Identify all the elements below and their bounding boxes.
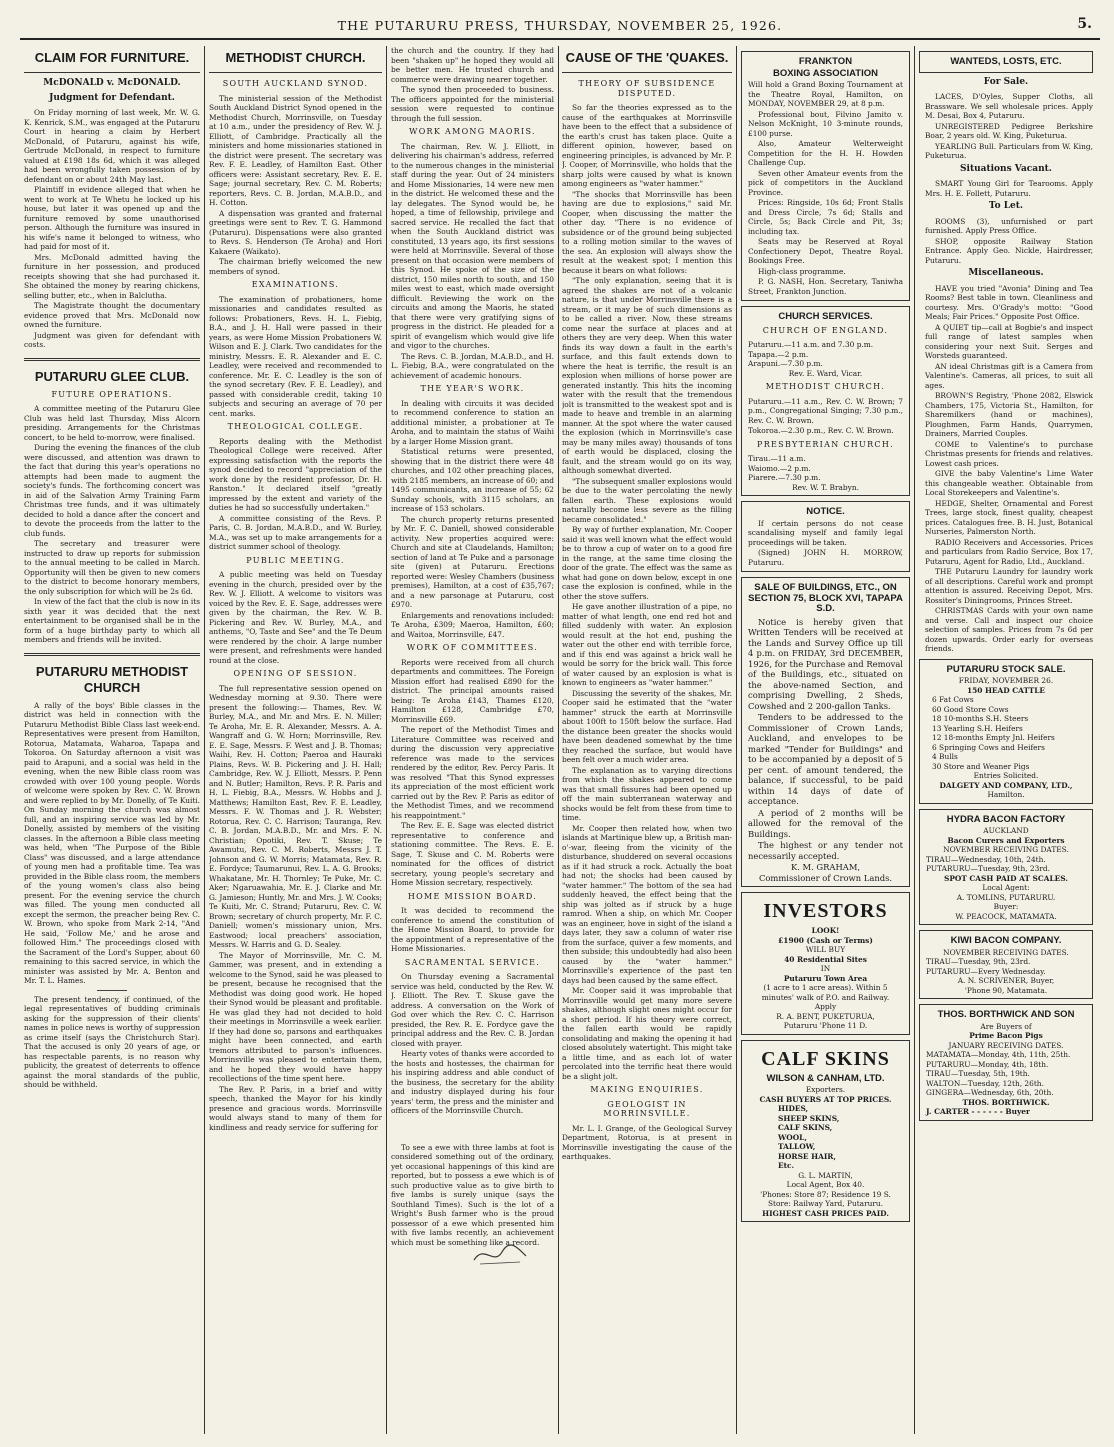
headline-methodist: PUTARURU METHODIST CHURCH — [35, 663, 189, 695]
ad-title: THOS. BORTHWICK AND SON — [937, 1009, 1075, 1020]
paragraph: The synod then proceeded to business. The officers appointed for the ministerial session were requested to continue through the full session. — [391, 85, 554, 123]
service-line: Tapapa.—2 p.m. — [748, 349, 809, 359]
subhead: SOUTH AUCKLAND SYNOD. — [222, 79, 369, 88]
paragraph: The chairman, Rev. W. J. Elliott, in delivering his chairman's address, referred to the numerous changes in the ministerial staff during the year. Out of 24 ministers and Home Missionaries, 14 were new men in the district. He welcomed these and the lay delegates. The Synod would be, he hoped, a time of fellowship, privilege and sacred service. He recalled the fact that when the South Auckland district was constituted, 13 years ago, its first sessions were held at Morrinsville. Several of those present on that occasion were members of this Synod. He spoke of the size of the district, 150 miles north to south, and 150 miles west to east, which made oversight difficult. Reviewing the work on the circuits and among the Maoris, he stated that there were very gratifying signs of progress in the district. He pleaded for a spirit of evangelism which would give life and vigor to the churches. — [391, 141, 554, 350]
ad-line: MATAMATA—Monday, 4th, 11th, 25th. — [926, 1050, 1071, 1059]
calf-item: Etc. — [778, 1161, 795, 1170]
classified-ad: HEDGE, Shelter, Ornamental and Forest Trees, large stock, finest quality, cheapest prices. Catalogues free. B. H. Just, Botanical Nurseries, Palmerston North. — [925, 498, 1093, 536]
ad-text: Putaruru 'Phone 11 D. — [783, 1021, 868, 1030]
ad-borthwick — [919, 1004, 1093, 1121]
paragraph: A committee meeting of the Putaruru Glee Club was held last Thursday, Miss Alcorn presiding. Arrangements for the Christmas concert, to be held to-morrow, were finalised. — [24, 404, 200, 442]
classified-ad: BROWN'S Registry, 'Phone 2082, Elswick Chambers, 175, Victoria St., Hamilton, for Sharemilkers (hand or machines), Ploughmen, Farm Hands, Quarrymen, Drainers, Married Couples. — [925, 391, 1093, 438]
ad-kiwi-bacon — [919, 930, 1093, 999]
paragraph: The present tendency, if continued, of the legal representatives of budding criminals asking for the suppression of their clients' names in police news is worthy of suppression as crime itself (says the Christchurch Star). That the accused is only 20 years of age, or has respectable parents, is no reason why publicity, the greatest of deterrents to offence against the moral standards of the public, should be withheld. — [24, 994, 200, 1089]
subhead: THEOLOGICAL COLLEGE. — [227, 422, 364, 431]
paragraph: Enlargements and renovations included: Te Aroha, £309; Maeroa, Hamilton, £60; and Waitoa, Morrinsville, £47. — [391, 610, 554, 639]
paragraph: P. G. NASH, Hon. Secretary, Taniwha Street, Frankton Junction. — [748, 277, 903, 296]
subhead: METHODIST CHURCH. — [765, 382, 886, 391]
paragraph: On Friday morning of last week, Mr. W. G. K. Kenrick, S.M., was engaged at the Putaruru Court in hearing a claim by Herbert McDonald, of Putaruru, against his wife, Gertrude McDonald, in respect to furniture valued at £198 18s 6d, which it was alleged had been wrongfully taken possession of by defendant on or about 24th May last. — [24, 108, 200, 184]
stock-item: 6 Fat Cows — [932, 695, 974, 704]
ad-line: PUTARURU—Tuesday, 9th, 23rd. — [926, 864, 1050, 873]
classified-ad: THE Putaruru Laundry for laundry work of all descriptions. Careful work and prompt attention is assured. Receiving Depot, Mrs. Rossiter's Diningrooms, Princes Street. — [925, 567, 1093, 605]
paragraph: To see a ewe with three lambs at foot is considered something out of the ordinary, yet occasional happenings of this kind are reported, but to possess a ewe which is of such productive value as to give birth to five lambs is surely unique (says the Southland Times). Such is the lot of a Wright's Bush farmer who is the proud possessor of a ewe which presented him with five lambs recently, an achievement which must be something like a record. — [391, 1142, 554, 1247]
ad-text: HIGHEST CASH PRICES PAID. — [762, 1208, 889, 1218]
paragraph: Mr. L. I. Grange, of the Geological Survey Department, Rotorua, is at present in Morrinsville investigating the cause of the earthquakes. — [562, 1123, 732, 1161]
paragraph: The Rev. P. Paris, in a brief and witty speech, thanked the Mayor for his kindly presence and gracious words. Morrinsville would always stand to many of them for kindliness and ready service for suffering for — [209, 1084, 382, 1132]
calf-item: SHEEP SKINS, — [778, 1113, 840, 1123]
paragraph: the church and the country. If they had been "shaken up" he hoped they would all be better men. He trusted church and commerce were drawing nearer together. — [391, 46, 554, 84]
service-line: Putaruru.—11 a.m. and 7.30 p.m. — [748, 340, 874, 349]
classified-ad: UNREGISTERED Pedigree Berkshire Boar, 2 years old. W. King, Puketurua. — [925, 121, 1093, 140]
signature: K. M. GRAHAM, — [790, 862, 861, 872]
paragraph: A committee consisting of the Revs. P. Paris, C. B. Jordan, M.A.B.D., and W. Burley, M.A., was set up to make arrangements for a district summer school of theology. — [209, 513, 382, 551]
classified-ad: A QUIET tip—call at Bogbie's and inspect full range of latest samples when considering your next Suit. Serges and Worsteds guaranteed. — [925, 322, 1093, 360]
subhead: PUBLIC MEETING. — [246, 555, 345, 565]
paragraph: In dealing with circuits it was decided to recommend conference to station an additional minister, a probationer at Te Aroha, and to maintain the status of Waihi by a larger Home Mission grant. — [391, 398, 554, 446]
paragraph: Plaintiff in evidence alleged that when he went to work at Te Whetu he locked up his house, but later it was opened up and the furniture removed by some unauthorised person. Although the furniture was insured in his wife's name it belonged to witness, who had paid for most of it. — [24, 185, 200, 251]
paragraph: In view of the fact that the club is now in its sixth year it was decided that the next entertainment to be organised shall be in the form of a huge birthday party to which all members and friends will be invited. — [24, 597, 200, 644]
ad-text: LOOK! — [811, 926, 840, 935]
page-number: 5. — [1077, 16, 1092, 32]
paragraph: Reports were received from all church departments and committees. The Foreign Mission effort had realised £890 for the district. The principal amounts raised being: Te Aroha £143, Thames £120, Hamilton £128, Cambridge £70, Morrinsville £69. — [391, 657, 554, 724]
paragraph: Seats may be Reserved at Royal Confectionery Depot, Theatre Royal. Bookings Free. — [748, 237, 903, 265]
paragraph: The Revs. C. B. Jordan, M.A.B.D., and H. L. Fiebig, B.A., were congratulated on the achievement of academic honours. — [391, 351, 554, 380]
column-rule — [736, 46, 737, 1434]
paragraph: The report of the Methodist Times and Literature Committee was received and during the discussion very appreciative reference was made to the services rendered by the editor, Rev. Percy Paris. It was resolved "That this Synod expresses its appreciation of the most efficient work carried out by the Rev. P. Paris as editor of the Methodist Times, and we recommend his reappointment." — [391, 725, 554, 820]
classified-ad: LACES, D'Oyles, Supper Cloths, all Brassware. We sell wholesale prices. Apply M. Desai, Box 4, Putaruru. — [925, 92, 1093, 120]
ad-title: CALF SKINS — [761, 1047, 890, 1070]
ad-calf-skins — [741, 1040, 910, 1223]
ad-text: G. L. MARTIN, — [798, 1170, 853, 1180]
classified-ad: CHRISTMAS Cards with your own name and verse. Call and inspect our choice selection of samples. Prices from 7s 6d per dozen upwards. Order early for overseas friends. — [925, 606, 1093, 653]
headline-quakes: CAUSE OF THE 'QUAKES. — [565, 50, 729, 65]
classified-ad: HAVE you tried "Avonia" Dining and Tea Rooms? Best table in town. Cleanliness and courtesy. Mrs. O'Grady's motto: "Good Meals; Fair Prices." Opposite Post Office. — [925, 283, 1093, 321]
paragraph: By way of further explanation, Mr. Cooper said it was well known what the effect would be to throw a cup of water on to a good fire in the range, at the same time closing the door of the grate. The effect was the same as what had gone on down below, except in one case the explosion is confined, while in the other the stove suffers. — [562, 525, 732, 601]
ad-text: Apply — [814, 1002, 837, 1011]
subhead: THEORY OF SUBSIDENCE DISPUTED. — [578, 79, 716, 98]
ad-stock-sale — [919, 659, 1093, 804]
ad-text: 150 HEAD CATTLE — [966, 685, 1046, 695]
paragraph: The full representative session opened on Wednesday morning at 9.30. There were present the following:— Thames, Rev. W. Burley, M.A., and Mr. and Mrs. E. N. Miller; Te Aroha, Mr. E. R. Alexander, Messrs. A. A. Wangraff and G. W. Horn; Morrinsville, Rev. E. E. Sage, Messrs. F. West and J. B. Thomas; Waihi, Rev. H. Cotton; Paeroa and Hauraki Plains, Revs. W. B. Pickering and J. H. Hall; Cambridge, Rev. W. J. Elliott, Messrs. P. Penn and N. Butler; Hamilton, Revs. P. R. Paris and H. L. Fiebig, B.A., Messrs. W. Hobbs and J. Matthews; Hamilton East, Rev. F. E. Leadley, Messrs. F. W. Thomas and J. R. Webster; Rotorua, Rev. C. C. Harrison; Tauranga, Rev. C. B. Jordan, M.A.B.D., Mr. and Mrs. F. N. Christian; Opotiki, Rev. T. Skuse; Te Awamutu, Rev. C. M. Roberts, Messrs J. T. Johnson and G. W. Morris; Matamata, Rev. R. E. Fordyce; Taumarunui, Rev. L. A. G. Brooks; Whakatane, Mr. H. Thornley; Te Puke, Mr. C. Aker; Ngaruawahia, Mr. E. J. Clarke and Mr. G. Jamieson; Huntly, Mr. and Mrs. J. W. Cooks; Te Kuiti, Mr. C. Strand; Putaruru, Rev. C. W. Brown; secretary of church property, Mr. F. C. Daniell; women's missionary union, Mrs. Eastwood; local preachers' association, Messrs. W. Harris and G. D. Sealey. — [209, 683, 382, 949]
column-4 — [562, 46, 732, 1436]
ad-line: TIRAU—Tuesday, 5th, 19th. — [926, 1069, 1030, 1078]
stock-item: 30 Store and Weaner Pigs — [932, 761, 1030, 771]
classified-ad: ROOMS (3), unfurnished or part furnished. Apply Press Office. — [925, 216, 1093, 235]
paragraph: Seven other Amateur events from the pick of competitors in the Auckland Province. — [748, 168, 903, 197]
ad-title: BOXING ASSOCIATION — [772, 67, 879, 79]
ad-text: AUCKLAND — [983, 826, 1029, 835]
wanteds-header-box — [919, 51, 1093, 73]
ad-date: FRIDAY, NOVEMBER 26. — [958, 676, 1054, 685]
classified-ad: SMART Young Girl for Tearooms. Apply Mrs. H. E. Follett, Putaruru. — [925, 179, 1093, 198]
stock-item-list — [926, 695, 1086, 771]
stock-item: 60 Good Store Cows — [932, 704, 1009, 714]
subhead: MAKING ENQUIRIES. — [590, 1085, 704, 1094]
ad-line: PUTARURU—Monday, 4th, 18th. — [926, 1059, 1049, 1069]
paragraph: If certain persons do not cease scandalising myself and family legal proceedings will be taken. — [748, 518, 903, 547]
paragraph: Statistical returns were presented, showing that in the district there were 48 churches, and 102 other preaching places, with 2185 members, an increase of 60; and 1495 communicants, an increase of 55; 62 Sunday schools, with 3115 scholars, an increase of 153 scholars. — [391, 447, 554, 513]
paragraph: On Thursday evening a Sacramental service was held, conducted by the Rev. W. J. Elliott. The Rev. T. Skuse gave the address. A conversation on the Work of God over which the Rev. C. C. Harrison presided, the Rev. R. E. Fordyce gave the principal address and the Rev. C. B. Jordan closed with prayer. — [391, 972, 554, 1048]
service-line: Tirau.—11 a.m. — [748, 454, 806, 463]
ad-text: R. A. BENT, PUKETURUA, — [776, 1011, 875, 1021]
subhead: SACRAMENTAL SERVICE. — [404, 957, 541, 967]
calf-item: HIDES, — [778, 1104, 809, 1113]
column-6 — [919, 46, 1093, 1436]
subhead: OPENING OF SESSION. — [233, 669, 358, 678]
service-line: Waiomo.—2 p.m. — [748, 463, 811, 473]
ad-text: Local Agent: — [982, 883, 1030, 892]
subhead: GEOLOGIST IN MORRINSVILLE. — [603, 1099, 691, 1118]
paragraph: Reports dealing with the Methodist Theological College were received. After expressing satisfaction with the reports the synod decided to record "appreciation of the work done by the resident professor, Dr. H. Ranston." It declared itself "greatly impressed by the extent and variety of the duties he had so successfully undertaken." — [209, 436, 382, 512]
paragraph: Hearty votes of thanks were accorded to the hosts and hostesses, the chairman for his inspiring address and able conduct of the business, the secretary for the ability and industry displayed during his four years' term, the press and the minister and officers of the Morrinsville Church. — [391, 1049, 554, 1115]
calf-item: TALLOW, — [778, 1142, 816, 1151]
ad-title: INVESTORS — [763, 900, 888, 922]
paragraph: The Rev. E. E. Sage was elected district representative to conference and stationing committee. The Revs. E. E. Sage, T. Skuse and C. M. Roberts were nominated for the offices of district secretary, young people's secretary and Home Mission secretary, respectively. — [391, 821, 554, 887]
ad-line: GINGERA—Wednesday, 6th, 20th. — [926, 1088, 1054, 1097]
classified-ad: AN ideal Christmas gift is a Camera from Valentine's. Cameras, all prices, to suit all ages. — [925, 361, 1093, 390]
stock-item: 13 Yearling S.H. Heifers — [932, 723, 1023, 733]
ad-text: DALGETY AND COMPANY, LTD., — [939, 780, 1073, 790]
ad-title: FRANKTON — [798, 56, 853, 67]
subhead: HOME MISSION BOARD. — [407, 891, 538, 901]
ad-text: NOVEMBER RECEIVING DATES. — [943, 845, 1069, 854]
ad-text — [748, 955, 903, 965]
paragraph: "The subsequent smaller explosions would be due to the water percolating the newly fallen earth. These explosions would naturally become less severe as the filling became consolidated." — [562, 476, 732, 524]
calf-item-list — [748, 1104, 903, 1171]
ad-boxing — [741, 51, 910, 301]
section-title: WANTEDS, LOSTS, ETC. — [950, 56, 1062, 67]
column-5 — [741, 46, 910, 1436]
flourish-space — [391, 1117, 554, 1143]
paragraph: A dispensation was granted and fraternal greetings were sent to Rev. T. G. Hammond (Putaruru). Dispensations were also granted to Revs. S. Henderson (Te Aroha) and Hori Kakaere (Waikato). — [209, 208, 382, 256]
subhead: WORK OF COMMITTEES. — [406, 643, 539, 652]
ad-firm: WILSON & CANHAM, LTD. — [766, 1072, 885, 1084]
ad-sites: Residential Sites — [797, 954, 867, 964]
paragraph: The ministerial session of the Methodist South Auckland District Synod opened in the Methodist Church, Morrinsville, on Tuesday at 10 a.m., under the presidency of Rev. W. J. Elliott, of Cambridge. Practically all the ministers and home missionaries stationed in the district were present. The secretary was Rev. F. E. Leadley, of Hamilton East. Other officers were: Assistant secretary, Rev. E. E. Sage; journal secretary, Rev. C. M. Roberts; reporters, Revs. C. B. Jordan, M.A.B.D., and H. Cotton. — [209, 93, 382, 207]
ad-hydra-bacon — [919, 809, 1093, 926]
paragraph: Judgment was given for defendant with costs. — [24, 330, 200, 349]
subhead: FUTURE OPERATIONS. — [51, 389, 173, 399]
paragraph: The Magistrate thought the documentary evidence proved that Mrs. McDonald now owned the furniture. — [24, 301, 200, 329]
paragraph: Will hold a Grand Boxing Tournament at the Theatre Royal, Hamilton, on MONDAY, NOVEMBER 29, at 8 p.m. — [748, 80, 903, 108]
subhead: Situations Vacant. — [960, 163, 1052, 174]
ad-title: KIWI BACON COMPANY. — [950, 935, 1062, 946]
calf-item: HORSE HAIR, — [778, 1151, 836, 1161]
paragraph: Mr. Cooper then related how, when two islands at Martinique blew up, a British man-o'-war, fleeing from the vicinity of the disturbance, shuddered on several occasions as if it had struck a rock. Actually the boat had not; the shocks had been caused by "water hammer." The bottom of the sea had suddenly heaved, the effect being that the ship was jolted as if struck by a huge ramrod. When a ship, on which Mr. Cooper was an engineer, hove in sight of the island a days later, they saw a column of water rise from the surface, quiver a few moments, and then subside; this undoubtedly had also been caused by the "water hammer." Morrinsville's experience of the past ten days had been caused by the same effect. — [562, 823, 732, 985]
stock-item: 6 Springing Cows and Heifers — [932, 742, 1045, 752]
ad-text: JANUARY RECEIVING DATES. — [948, 1040, 1064, 1050]
stock-item: 18 10-months S.H. Steers — [932, 714, 1029, 723]
ad-text: Are Buyers of — [980, 1021, 1032, 1031]
ad-text: 'Phone 90, Matamata. — [964, 985, 1048, 995]
service-line: Piarere.—7.30 p.m. — [748, 473, 821, 482]
paragraph: Mrs. McDonald admitted having the furniture in her possession, and produced receipts showing that she had purchased it. She obtained the money by rearing chickens, selling butter, etc., when in Balclutha. — [24, 252, 200, 300]
paragraph: So far the theories expressed as to the cause of the earthquakes at Morrinsville have been to the effect that a subsidence of the earth's crust has taken place. Quite a different opinion, however, based on engineering principles, is advanced by Mr. P. J. Cooper, of Morrinsville, who holds that the sharp jolts were caused by what is known among engineers as "water hammer." — [562, 103, 732, 188]
paragraph: During the evening the finances of the club were discussed, and attention was drawn to the fact that during this year's operations no attempts had been made to augment the society's funds. The forthcoming concert was in aid of the Salvation Army Training Farm Christmas tree funds, and it was ultimately decided to hold a dance after the concert and to devote the proceeds from the latter to the club funds. — [24, 443, 200, 538]
calf-item: WOOL, — [778, 1132, 807, 1142]
service-minister: Rev. W. T. Brabyn. — [792, 482, 859, 492]
ad-text: NOVEMBER RECEIVING DATES. — [943, 947, 1069, 957]
paragraph: (Signed) JOHN H. MORROW, Putaruru. — [748, 548, 903, 567]
classified-ad: COME to Valentine's to purchase Christmas presents for friends and relatives. Lowest cash prices. — [925, 439, 1093, 468]
subhead: EXAMINATIONS. — [251, 280, 340, 289]
ad-text: Buyer: — [993, 902, 1019, 911]
classified-ad: SHOP, opposite Railway Station Entrance. Apply Geo. Nickle, Hairdresser, Putaruru. — [925, 236, 1093, 265]
column-1 — [24, 46, 200, 1436]
paragraph: A rally of the boys' Bible classes in the district was held in connection with the Putaruru Methodist Bible Class last week-end. Representatives were present from Hamilton, Rotorua, Matamata, Waharoa, Tapapa and Tokoroa. On Saturday afternoon a visit was paid to Arapuni, and a social was held in the evening, when the new Bible class room was crowded with over 100 young people. Words of welcome were spoken by Rev. C. W. Brown and were replied to by Mr. Donelly, of Te Kuiti. On Sunday morning the church was almost full, and an inspiring service was led by Mr. Donelly, assisted by members of the visiting classes. In the afternoon a Bible class meeting was held, when "The Purpose of the Bible Class" was discussed, and a large attendance of young men had a profitable time. Tea was provided in the Bible class room, the members of the young women's class also being present. For the evening service the church was filled. The young men conducted all except the sermon, the preacher being Rev. C. W. Brown, who spoke from Mark 2-14, "And He said, 'Follow Me,' and he arose and followed Him." The proceedings closed with the Sacrament of the Lord's Supper, about 60 remaining to this sacred service, in which the minister was assisted by Mr. A. Benton and Mr. T. L. Hames. — [24, 700, 200, 985]
paragraph: Tenders to be addressed to the Commissioner of Crown Lands, Auckland, and envelopes to be marked "Tender for Buildings" and to be accompanied by a deposit of 5 per cent. of amount tendered, the balance, if successful, to be paid within 14 days of date of acceptance. — [748, 712, 903, 806]
calf-item: CALF SKINS, — [778, 1123, 833, 1132]
ad-text: CASH BUYERS AT TOP PRICES. — [759, 1094, 892, 1104]
service-line: Arapuni.—7.30 p.m. — [748, 359, 823, 368]
ad-text: Exporters. — [805, 1085, 846, 1094]
ad-text: THOS. BORTHWICK. — [962, 1097, 1050, 1107]
paragraph: A public meeting was held on Tuesday evening in the church, presided over by the Rev. W. J. Elliott. A welcome to visitors was voiced by the Rev. E. E. Sage, addresses were given by the chairman, the Rev. W. B. Pickering and Rev. W. Burley, M.A., and anthems, "O, Taste and See" and the Te Deum were rendered by the choir. A large number were present, and refreshments were handed round at the close. — [209, 570, 382, 665]
classified-ad: GIVE the baby Valentine's Lime Water this changeable weather. Obtainable from Local Storekeepers and Valentine's. — [925, 469, 1093, 497]
paragraph: Notice is hereby given that Written Tenders will be received at the Lands and Survey Office up till 4 p.m. on FRIDAY, 3rd DECEMBER, 1926, for the Purchase and Removal of the Buildings, etc., situated on the above-named Section, and comprising Dwelling, 2 Sheds, Cowshed and 2 200-gallon Tanks. — [748, 616, 903, 711]
paragraph: Putaruru.—11 a.m., Rev. C. W. Brown; 7 p.m., Congregational Singing; 7.30 p.m., Rev. C. W. Brown. — [748, 396, 903, 425]
ad-notice — [741, 501, 910, 572]
paragraph: Tokoroa.—2.30 p.m., Rev. C. W. Brown. — [748, 426, 894, 435]
paragraph: The church property returns presented by Mr. F. C. Daniell, showed considerable activity. New properties acquired were: Church and site at Claudelands, Hamilton; section of land at Te Puke and a parsonage site (given) at Putaruru. Erections reported were: Wesley Chambers (business premises), Hamilton, at a cost of £35,767; and a new parsonage at Putaruru, cost £970. — [391, 514, 554, 609]
paragraph: It was decided to recommend the conference to amend the constitution of the Home Mission Board, to provide for the appointment of a representative of the Home Missionaries. — [391, 906, 554, 953]
subhead: For Sale. — [983, 76, 1029, 87]
paragraph: He gave another illustration of a pipe, no matter of what length, one end red hot and filled suddenly with water. An explosion would result at the hot end, pushing the water out the other end with terrible force, and if this end was against a brick wall he would be sorry for the brick wall. This force of water caused by an explosion is what is known to engineers as "water hammer." — [562, 602, 732, 687]
paragraph: Professional bout, Filvino Jamito v. Nelson McKnight, 10 3-minute rounds, £100 purse. — [748, 109, 903, 138]
paragraph: Prices: Ringside, 10s 6d; Front Stalls and Dress Circle, 7s 6d; Stalls and Circle, 5s; Back Circle and Pit, 3s; including tax. — [748, 198, 903, 236]
paragraph: The Mayor of Morrinsville, Mr. C. M. Gammer, was present, and in extending a welcome to the Synod, said he was pleased to be present, because he recognised that the Methodist was doing good work. He hoped their Synod would be pleasant and profitable. He was glad they had not decided to hold their meetings in Morrinsville a week earlier. If they had done so, parsons and earthquakes might have been connected, and earth tremors attributed to parson's influences. Morrinsville was pleased to entertain them, and he hoped they would have happy recollections of the time spent here. — [209, 950, 382, 1083]
column-2 — [209, 46, 382, 1436]
paragraph: The secretary and treasurer were instructed to draw up reports for submission to the annual meeting to be called in March. Opportunity will then be given to new comers to the district to become honorary members, the only subscription for which will be 2s 6d. — [24, 539, 200, 596]
ad-text: IN — [820, 964, 831, 973]
subhead: CHURCH OF ENGLAND. — [762, 325, 889, 335]
paragraph: High-class programme. — [758, 266, 846, 276]
subhead: McDONALD v. McDONALD. — [43, 78, 181, 88]
ad-text: Store: Railway Yard, Putaruru. — [767, 1199, 884, 1208]
ad-text: Hamilton. — [987, 790, 1025, 799]
ad-text: WILL BUY — [805, 945, 846, 954]
ad-text: W. PEACOCK, MATAMATA. — [955, 911, 1057, 921]
paragraph: A period of 2 months will be allowed for the removal of the Buildings. — [748, 807, 903, 839]
headline-glee: PUTARURU GLEE CLUB. — [34, 368, 190, 384]
column-rule — [558, 46, 559, 1434]
service-minister: Rev. E. Ward, Vicar. — [788, 368, 863, 378]
paragraph: The examination of probationers, home missionaries and candidates resulted as follows: Probationers, Revs. H. L. Fiebig, B.A., and J. H. Hall were passed in their years, as were Home Mission Probationers W. Wilson and E. J. Clark. Two candidates for the ministry, Messrs. E. R. Alexander and E. C. Leadley, were received and recommended to conference. Mr. E. C. Leadley is the son of the synod secretary (Rev. F. E. Leadley), and passed with considerable credit, taking 10 subjects and securing an average of 70 per cent. marks. — [209, 294, 382, 418]
ad-investors — [741, 892, 910, 1035]
paragraph: Also, Amateur Welterweight Competition for the H. H. Howden Challenge Cup. — [748, 139, 903, 167]
ad-text: J. CARTER - - - - - - Buyer — [926, 1107, 1030, 1116]
subhead: Miscellaneous. — [968, 268, 1044, 278]
ad-text: Bacon Curers and Exporters — [947, 835, 1065, 845]
ad-text: Prime Bacon Pigs — [969, 1031, 1043, 1040]
column-rule — [386, 46, 387, 1434]
ad-line: PUTARURU—Every Wednesday. — [926, 966, 1046, 976]
ad-title: SALE OF BUILDINGS, ETC., ON SECTION 75, BLOCK XVI, TAPAPA S.D. — [748, 582, 903, 614]
ad-text: A. N. SCRIVENER, Buyer, — [957, 976, 1055, 985]
ad-text: A. TOMLINS, PUTARURU. — [956, 892, 1056, 902]
ad-text: SPOT CASH PAID AT SCALES. — [944, 873, 1068, 883]
subhead: To Let. — [988, 201, 1024, 211]
ad-number: 40 — [784, 954, 795, 964]
ad-church-services — [741, 306, 910, 496]
ad-line: TIRAU—Tuesday, 9th, 23rd. — [926, 957, 1031, 966]
classified-ad: RADIO Receivers and Accessories. Prices and particulars from Radio Service, Box 17, Putaruru, Agent for Radio, Ltd., Auckland. — [925, 537, 1093, 566]
paragraph: Discussing the severity of the shakes, Mr. Cooper said he estimated that the "water hammer" struck the earth at Morrinsville about 100ft to 150ft below the surface. Had the distance been greater the shocks would have been deadened somewhat by the time they reached the surface, but would have been felt over a much wider area. — [562, 688, 732, 764]
ad-text: 'Phones: Store 87; Residence 19 S. — [760, 1189, 891, 1199]
ad-line: WALTON—Tuesday, 12th, 26th. — [926, 1078, 1044, 1088]
subhead: WORK AMONG MAORIS. — [409, 127, 536, 136]
stock-item: 12 18-months Empty Jnl. Heifers — [932, 733, 1055, 742]
column-3 — [391, 46, 554, 1436]
ad-line: TIRAU—Wednesday, 10th, 24th. — [926, 854, 1046, 864]
ad-text: Local Agent, Box 40. — [786, 1180, 865, 1189]
ad-price: £1900 (Cash or Terms) — [778, 935, 873, 945]
column-rule — [914, 46, 915, 1434]
headline-claim: CLAIM FOR FURNITURE. — [34, 50, 190, 65]
paragraph: "The only explanation, seeing that it is agreed the shakes are not of a volcanic nature, is that under Morrinsville there is a stream, or it may be of such dimensions as to be called a river. Now, these streams come near the surface at places and at others they are very deep. When this water finds its way down a fault in the earth's surface, and this fault extends down to where the heat is terrific, the result is an explosion when millions of horse power are generated instantly. This hits the incoming water with the result that the tremendous jolt is transmitted to the weakest spot and is made to heave and tremble in an alarming manner. At the spot where the water caused the explosion (which in Morrinsville's case may be many miles away) thousands of tons of earth would be displaced, closing the fault, and the stream would go on its way, although somewhat diverted. — [562, 276, 732, 475]
subhead: THE YEAR'S WORK. — [420, 384, 525, 393]
ad-text: Entries Solicited. — [973, 771, 1039, 780]
ad-text: (1 acre to 1 acre areas). Within 5 minutes' walk of P.O. and Railway. — [761, 983, 890, 1002]
paragraph: Mr. Cooper said it was improbable that Morrinsville would get many more severe shakes, although slight ones might occur for a short period. If his theory were correct, the fallen earth would be rapidly consolidating and making the opening it had closed absolutely watertight. This might take a little time, and as each lot of water percolated into the terrific heat there would be a slight jolt. — [562, 986, 732, 1081]
decorative-flourish — [470, 1240, 530, 1268]
stock-item: 4 Bulls — [932, 752, 958, 761]
masthead — [20, 14, 1100, 40]
ad-title: HYDRA BACON FACTORY — [946, 813, 1066, 825]
ad-title: PUTARURU STOCK SALE. — [946, 663, 1066, 675]
signature: Commissioner of Crown Lands. — [758, 872, 893, 883]
column-rule — [204, 46, 205, 1434]
paragraph: The chairman briefly welcomed the new members of synod. — [209, 257, 382, 276]
subhead: PRESBYTERIAN CHURCH. — [757, 439, 894, 449]
ad-text: Putaruru Town Area — [783, 973, 868, 983]
classified-ad: YEARLING Bull. Particulars from W. King, Puketurua. — [925, 141, 1093, 160]
ad-sale-buildings — [741, 577, 910, 887]
masthead-title: THE PUTARURU PRESS, THURSDAY, NOVEMBER 25, 1926. — [337, 18, 783, 33]
ad-title: CHURCH SERVICES. — [778, 311, 873, 322]
ad-title: NOTICE. — [806, 506, 845, 517]
headline-methodist-church: METHODIST CHURCH. — [225, 50, 366, 65]
paragraph: The explanation as to varying directions from which the shakes appeared to come was that small fissures had been opened up off the main subterranean waterway and shocks would be felt from these from time to time. — [562, 765, 732, 822]
paragraph: The highest or any tender not necessarily accepted. — [748, 840, 903, 861]
subhead: Judgment for Defendant. — [49, 92, 175, 103]
paragraph: "The shocks that Morrinsville has been having are due to explosions," said Mr. Cooper, when discussing the matter the other day. "There is no evidence of subsidence or of the ground being subjected to a rolling motion similar to the waves of the sea. An explosion will always show the result at the weakest spot; I mention this because it bears on what follows: — [562, 189, 732, 275]
